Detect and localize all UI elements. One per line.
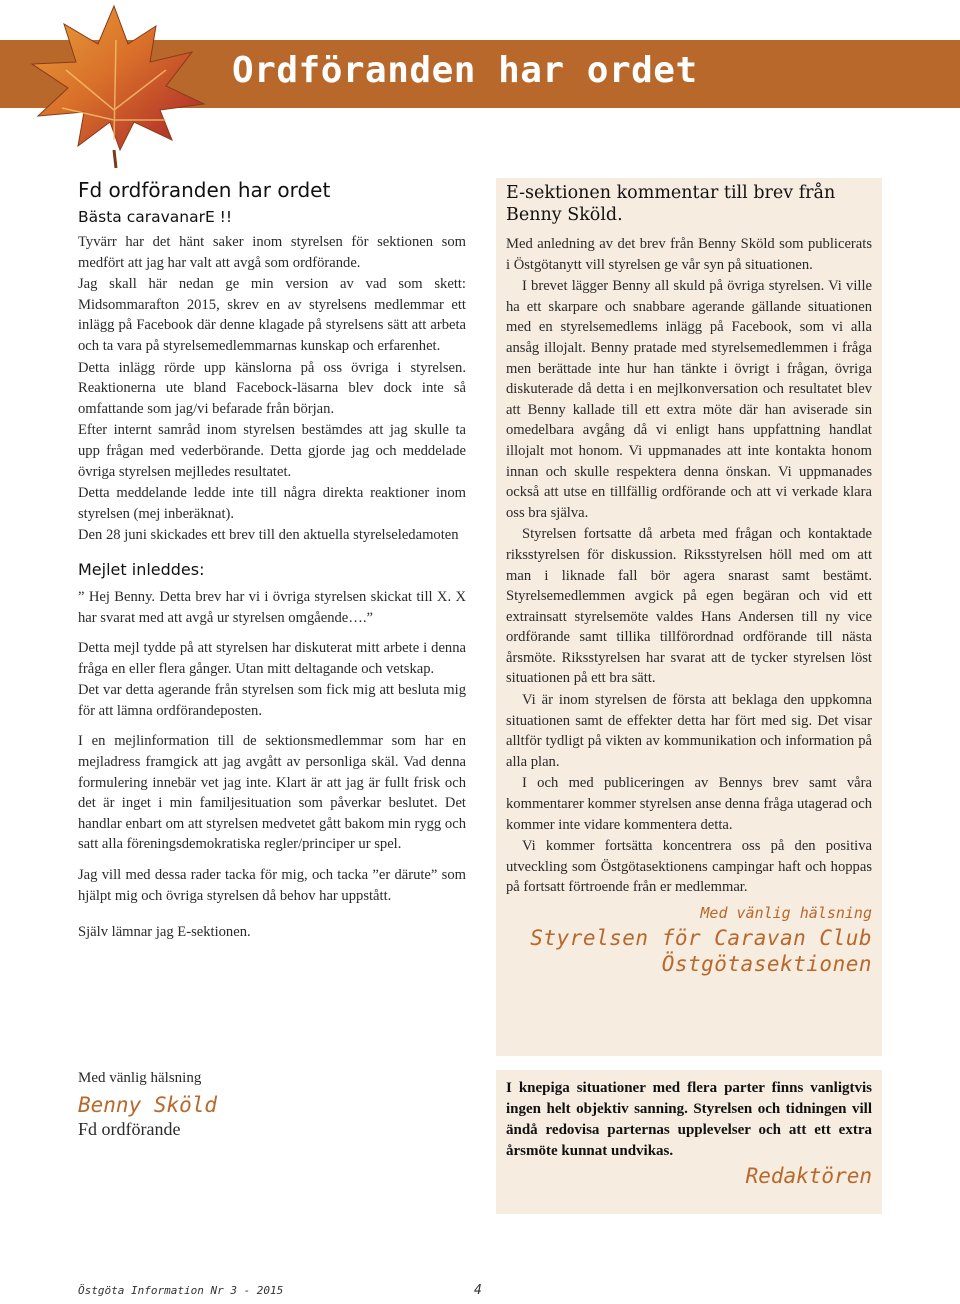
comment-signature-section: Östgötasektionen <box>661 952 872 976</box>
paragraph: Vi kommer fortsätta koncentrera oss på den positiva utveckling som Östgötasektionens campingar haft och hoppas på fortsatt förtroende från er medlemmar. <box>506 838 872 896</box>
paragraph: I brevet lägger Benny all skuld på övriga styrelsen. Vi ville ha ett skarpare och snabbare agerande gällande situationen med en styrelsemedlems inlägg på Facebook, som vi alla ansåg illojalt. Benny pratade med styrelsemedlemmen i fråga men berättade inte hur han tänkte i övrigt i frågan, övriga diskuterade då detta i en mejlkonversation och resultatet blev att Benny kallade till ett extra möte där han aviserade sin omedelbara avgång då vi enligt hans uppfattning handlat illojalt mot honom. Vi uppmanades att inte kontakta honom innan och skulle respektera denna önskan. Vi uppmanades också att utse en tillfällig ordförande och att vi verkade klara oss bra själva. <box>506 278 872 521</box>
comment-heading: E-sektionen kommentar till brev från Benny Sköld. <box>506 183 836 225</box>
paragraph: Det var detta agerande från styrelsen som fick mig att besluta mig för att lämna ordförandeposten. <box>78 682 466 719</box>
signature-greeting: Med vänlig hälsning <box>78 1070 202 1086</box>
paragraph: Tyvärr har det hänt saker inom styrelsen för sektionen som medfört att jag har valt att avgå som ordförande. <box>78 234 466 271</box>
mail-quote: ” Hej Benny. Detta brev har vi i övriga styrelsen skickat till X. X har svarat med att avgå ur styrelsen omgående….” <box>78 588 466 626</box>
paragraph: Jag skall här nedan ge min version av vad som skett: Midsommarafton 2015, skrev en av styrelsens medlemmar ett inlägg på Facebook där denne klagade på styrelsens sätt att arbeta och ta vara på styrelsemedlemmarnas kunskap och erfarenhet. <box>78 276 466 354</box>
maple-leaf-icon <box>16 0 212 170</box>
page-title: Ordföranden har ordet <box>232 50 698 91</box>
paragraph: Själv lämnar jag E-sektionen. <box>78 924 251 941</box>
comment-greeting: Med vänlig hälsning <box>700 904 872 922</box>
paragraph: Jag vill med dessa rader tacka för mig, och tacka ”er därute” som hjälpt mig och övriga styrelsen då behov har uppstått. <box>78 867 466 904</box>
paragraph: Vi är inom styrelsen de första att beklaga den uppkomna situationen samt de effekter detta har fört med sig. Det visar alltför tydligt på vikten av kommunikation och information på alla plan. <box>506 692 872 770</box>
paragraph: Efter internt samråd inom styrelsen bestämdes att jag skulle ta upp frågan med vederbörande. Detta gjorde jag och meddelade övriga styrelsen mejlledes resultatet. <box>78 422 466 480</box>
paragraph: Med anledning av det brev från Benny Sköld som publicerats i Östgötanytt vill styrelsen ge vår syn på situationen. <box>506 236 872 273</box>
editor-note: I knepiga situationer med flera parter finns vanligtvis ingen helt objektiv sanning. Styrelsen och tidningen vill ändå redovisa parternas upplevelser och att ett extra årsmöte kunnat undvikas. <box>506 1080 872 1159</box>
editor-signature: Redaktören <box>745 1164 872 1188</box>
editor-note-box <box>496 1070 882 1214</box>
letter-signature <box>78 1070 378 1140</box>
paragraph: Detta meddelande ledde inte till några direkta reaktioner inom styrelsen (mej inberäknat). <box>78 485 466 522</box>
paragraph: I en mejlinformation till de sektionsmedlemmar som har en mejladress framgick att jag avgått av personliga skäl. Vad denna formulering innebär vet jag inte. Klart är att jag är fullt frisk och det är inget i min familjesituation som påverkar beslutet. Det handlar enbart om att styrelsen medvetet gått bakom min rygg och satt alla föreningsdemokratiska regler/principer ur spel. <box>78 733 466 853</box>
paragraph: Detta mejl tydde på att styrelsen har diskuterat mitt arbete i denna fråga en eller flera gånger. Utan mitt deltagande och vetskap. <box>78 640 466 677</box>
paragraph: I och med publiceringen av Bennys brev samt våra kommentarer kommer styrelsen anse denna fråga utagerad och kommer inte vidare kommentera detta. <box>506 775 872 833</box>
paragraph: Detta inlägg rörde upp känslorna på oss övriga i styrelsen. Reaktionerna ute bland Facebock-läsarna blev dock inte så omfattande som jag/vi befarade från början. <box>78 359 466 417</box>
signature-name: Benny Sköld <box>78 1093 218 1117</box>
paragraph: Den 28 juni skickades ett brev till den aktuella styrelseledamoten <box>78 527 459 544</box>
board-comment-box <box>496 178 882 1056</box>
comment-signature: Styrelsen för Caravan Club <box>530 926 872 950</box>
letter-heading: Fd ordföranden har ordet <box>78 178 331 202</box>
signature-role: Fd ordförande <box>78 1119 181 1139</box>
letter-column <box>78 178 466 944</box>
paragraph: Styrelsen fortsatte då arbeta med frågan och kontaktade riksstyrelsen för diskussion. Riksstyrelsen höll med om att man i liknade fall bör agera snarast samt bestämt. Styrelsemedlemmen avgick på egen begäran och vid ett extrainsatt styrelsemöte valdes Hans Andersen till ny vice ordförande samt tillika tillförordnad ordförande till nästa årsmöte. Riksstyrelsen har svarat att de tycker styrelsen löst situationen på ett bra sätt. <box>506 526 872 687</box>
page-number: 4 <box>474 1283 482 1298</box>
letter-salutation: Bästa caravanarE !! <box>78 208 233 226</box>
mail-heading: Mejlet inleddes: <box>78 559 205 579</box>
publication-footer: Östgöta Information Nr 3 - 2015 <box>78 1284 284 1297</box>
